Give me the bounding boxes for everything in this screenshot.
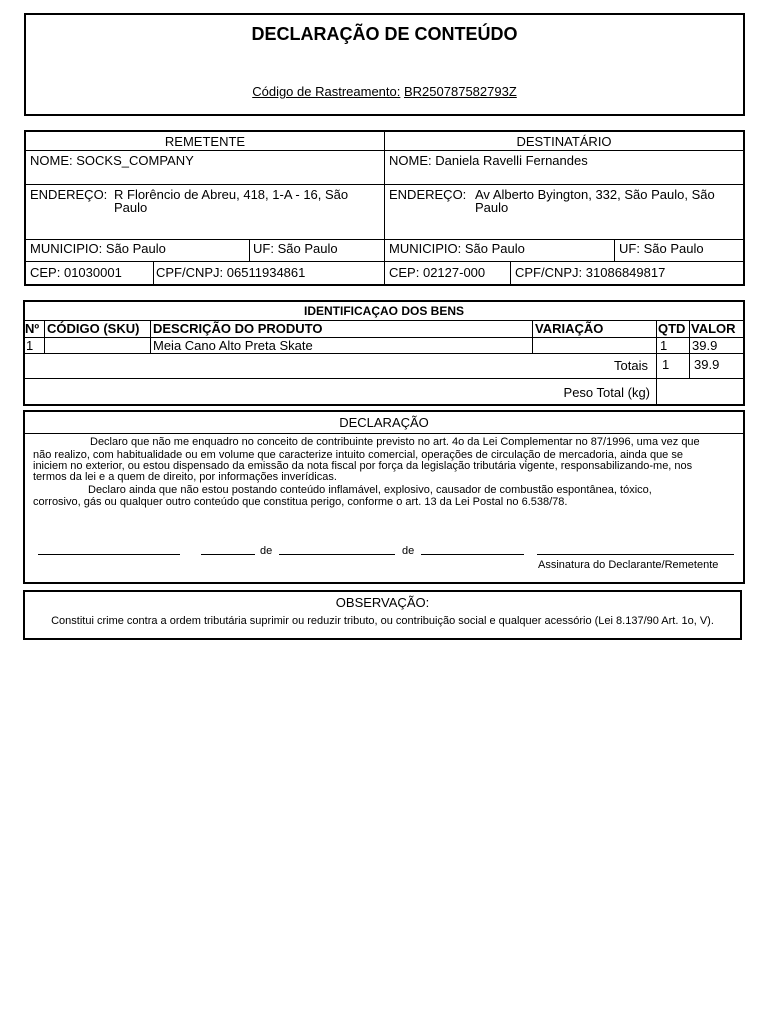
sender-endereco-line1: R Florêncio de Abreu, 418, 1-A - 16, São	[114, 187, 349, 202]
sender-nome-cell	[24, 150, 385, 185]
row-qtd: 1	[660, 338, 668, 353]
signature-label: Assinatura do Declarante/Remetente	[538, 559, 719, 571]
peso-label: Peso Total (kg)	[563, 385, 650, 400]
recipient-uf: São Paulo	[643, 241, 704, 256]
recipient-heading	[384, 130, 745, 151]
place-line	[38, 554, 180, 555]
col-desc-text: DESCRIÇÃO DO PRODUTO	[153, 321, 323, 336]
col-sku-text: CÓDIGO (SKU)	[47, 321, 140, 336]
recipient-endereco-label: ENDEREÇO:	[389, 187, 467, 202]
row-variacao-cell	[532, 337, 657, 354]
sender-uf-cell	[249, 239, 385, 262]
de-text-1: de	[260, 545, 273, 557]
sender-cpf-cell	[153, 261, 385, 286]
goods-heading	[23, 300, 745, 321]
recipient-endereco-line1: Av Alberto Byington, 332, São Paulo, São	[475, 187, 715, 202]
sender-heading-text: REMETENTE	[164, 134, 246, 149]
row-desc: Meia Cano Alto Preta Skate	[153, 338, 313, 353]
sender-nome-label: NOME:	[30, 153, 73, 168]
day-line	[201, 554, 255, 555]
peso-label-cell	[23, 378, 657, 406]
declaration-p1-line1: Declaro que não me enquadro no conceito de contribuinte previsto no art. 4o da Lei Complementar no 87/1996, uma vez que	[90, 436, 700, 448]
recipient-endereco-cell	[384, 184, 745, 240]
col-num-header	[23, 320, 45, 338]
row-desc-cell	[150, 337, 533, 354]
row-valor-cell	[689, 337, 745, 354]
recipient-municipio-label: MUNICIPIO:	[389, 241, 462, 256]
sender-cep-cell	[24, 261, 154, 286]
tracking-label: Código de Rastreamento:	[252, 84, 401, 99]
recipient-cep-label: CEP:	[389, 265, 420, 280]
recipient-cep-cell	[384, 261, 511, 286]
recipient-cep: 02127-000	[422, 265, 486, 280]
declaration-p1-line4: termos da lei e a quem de direito, por informações inverídicas.	[33, 471, 337, 483]
col-num-text: Nº	[25, 321, 40, 336]
declaration-p2-line2: corrosivo, gás ou qualquer outro conteúdo que constitua perigo, conforme o art. 13 da Lei Postal no 6.538/78.	[33, 496, 568, 508]
year-line	[421, 554, 524, 555]
declaration-p2-line1: Declaro ainda que não estou postando conteúdo inflamável, explosivo, causador de combustão espontânea, tóxico,	[88, 484, 652, 496]
sender-endereco-line2: Paulo	[114, 200, 148, 215]
totals-label: Totais	[614, 358, 648, 373]
totals-valor-cell	[689, 353, 745, 379]
col-qtd-header	[656, 320, 690, 338]
sender-cpf: 06511934861	[226, 265, 306, 280]
sender-cpf-label: CPF/CNPJ:	[156, 265, 224, 280]
col-valor-text: VALOR	[691, 321, 736, 336]
peso-value-cell	[656, 378, 745, 406]
goods-heading-text: IDENTIFICAÇAO DOS BENS	[303, 304, 464, 318]
row-sku-cell	[44, 337, 151, 354]
col-variacao-text: VARIAÇÃO	[535, 321, 604, 336]
sender-uf: São Paulo	[277, 241, 338, 256]
col-qtd-text: QTD	[658, 321, 686, 336]
sender-heading	[24, 130, 385, 151]
col-desc-header	[150, 320, 533, 338]
recipient-nome-label: NOME:	[389, 153, 432, 168]
recipient-endereco-line2: Paulo	[475, 200, 509, 215]
recipient-municipio-cell	[384, 239, 615, 262]
sender-municipio-cell	[24, 239, 250, 262]
tracking-code: BR250787582793Z	[404, 84, 517, 99]
recipient-cpf-label: CPF/CNPJ:	[515, 265, 583, 280]
sender-endereco-label: ENDEREÇO:	[30, 187, 108, 202]
recipient-nome: Daniela Ravelli Fernandes	[435, 153, 588, 168]
col-variacao-header	[532, 320, 657, 338]
col-valor-header	[689, 320, 745, 338]
header-box	[24, 13, 745, 116]
row-qtd-cell	[656, 337, 690, 354]
de-text-2: de	[402, 545, 415, 557]
sender-municipio-label: MUNICIPIO:	[30, 241, 103, 256]
declaration-p1-line3: iniciem no exterior, ou estou dispensado da emissão da nota fiscal por força da legislação tributária vigente, responsabilizando-me, nos	[33, 460, 693, 472]
totals-qtd-cell	[656, 353, 690, 379]
sender-endereco-cell	[24, 184, 385, 240]
recipient-cpf: 31086849817	[585, 265, 666, 280]
tracking-line	[26, 84, 743, 99]
recipient-uf-cell	[614, 239, 745, 262]
document-title: DECLARAÇÃO DE CONTEÚDO	[251, 24, 518, 44]
sender-municipio: São Paulo	[105, 241, 166, 256]
sender-nome: SOCKS_COMPANY	[76, 153, 194, 168]
totals-qtd: 1	[662, 357, 670, 372]
totals-valor: 39.9	[694, 357, 720, 372]
signature-line	[537, 554, 734, 555]
declaration-heading	[25, 412, 743, 434]
sender-uf-label: UF:	[253, 241, 274, 256]
sender-cep: 01030001	[63, 265, 122, 280]
observation-text: Constitui crime contra a ordem tributária suprimir ou reduzir tributo, ou contribuição social e qualquer acessório (Lei 8.137/90 Art. 1o, V).	[51, 615, 714, 627]
month-line	[279, 554, 395, 555]
totals-label-cell	[23, 353, 657, 379]
recipient-municipio: São Paulo	[464, 241, 525, 256]
row-num-cell	[23, 337, 45, 354]
declaration-heading-text: DECLARAÇÃO	[339, 415, 429, 430]
row-valor: 39.9	[692, 338, 718, 353]
observation-box	[23, 590, 742, 640]
row-num: 1	[26, 338, 34, 353]
recipient-cpf-cell	[510, 261, 745, 286]
recipient-heading-text: DESTINATÁRIO	[516, 134, 612, 149]
declaration-box	[23, 410, 745, 584]
recipient-nome-cell	[384, 150, 745, 185]
col-sku-header	[44, 320, 151, 338]
declaration-p1-line2: não realizo, com habitualidade ou em volume que caracterize intuito comercial, operações de circulação de mercadoria, ainda que se	[33, 449, 683, 461]
observation-heading: OBSERVAÇÃO:	[335, 595, 430, 610]
sender-cep-label: CEP:	[30, 265, 61, 280]
recipient-uf-label: UF:	[619, 241, 640, 256]
